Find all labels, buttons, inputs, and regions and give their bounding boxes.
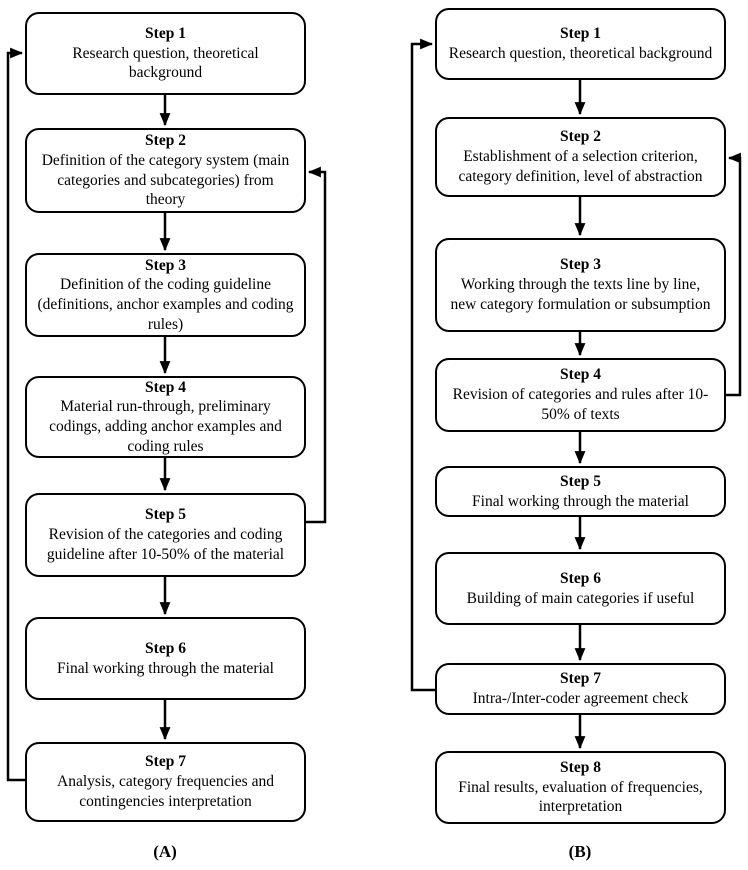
step-text: Revision of categories and rules after 10-50% of texts — [452, 386, 709, 423]
feedback-arrow-b7-b1 — [412, 44, 435, 690]
step-text: Material run-through, preliminary codings, adding anchor examples and coding rules — [49, 398, 282, 455]
step-box-a5 — [25, 493, 306, 577]
step-title: Step 3 — [145, 256, 186, 274]
step-box-a7 — [25, 742, 306, 822]
step-box-b1 — [435, 8, 726, 80]
step-title: Step 6 — [560, 569, 601, 587]
step-box-b4 — [435, 358, 726, 432]
step-text: Revision of the categories and coding guideline after 10-50% of the material — [46, 526, 285, 563]
step-title: Step 5 — [560, 472, 601, 490]
step-title: Step 8 — [560, 758, 601, 776]
step-title: Step 6 — [145, 639, 186, 657]
step-title: Step 7 — [145, 753, 186, 771]
step-title: Step 3 — [560, 256, 601, 274]
step-box-b8 — [435, 751, 726, 824]
step-title: Step 4 — [145, 378, 186, 396]
step-text: Definition of the coding guideline (definitions, anchor examples and coding rules) — [37, 276, 294, 333]
step-box-a2 — [25, 128, 306, 213]
step-text: Final results, evaluation of frequencies, interpretation — [458, 778, 703, 816]
step-box-a1 — [25, 12, 306, 95]
step-text: Research question, theoretical background — [72, 44, 259, 82]
step-text: Building of main categories if useful — [466, 589, 695, 607]
step-title: Step 2 — [145, 132, 186, 150]
step-text: Definition of the category system (main categories and subcategories) from theory — [41, 151, 290, 209]
figure-label-b: (B) — [568, 842, 592, 861]
feedback-arrow-a7-a1 — [8, 53, 25, 780]
step-box-a4 — [25, 376, 306, 458]
step-title: Step 5 — [145, 506, 186, 524]
step-title: Step 4 — [560, 366, 601, 384]
step-text: Analysis, category frequencies and contingencies interpretation — [57, 773, 274, 810]
step-title: Step 1 — [145, 24, 186, 42]
step-text: Establishment of a selection criterion, category definition, level of abstraction — [458, 148, 703, 185]
feedback-arrow-a5-a2 — [306, 172, 325, 522]
step-text: Intra-/Inter-coder agreement check — [472, 690, 689, 707]
step-box-b7 — [435, 663, 726, 715]
step-box-a6 — [25, 617, 306, 700]
step-title: Step 7 — [560, 670, 601, 688]
step-text: Final working through the material — [472, 492, 689, 510]
step-text: Final working through the material — [57, 659, 274, 677]
step-box-a3 — [25, 253, 306, 337]
step-box-b3 — [435, 238, 726, 332]
step-box-b5 — [435, 466, 726, 517]
step-text: Research question, theoretical background — [448, 45, 713, 62]
figure-label-a: (A) — [153, 842, 177, 861]
step-text: Working through the texts line by line, new category formulation or subsumption — [450, 276, 711, 313]
step-box-b6 — [435, 552, 726, 625]
step-title: Step 1 — [560, 25, 601, 43]
feedback-arrow-b4-b2 — [726, 158, 740, 395]
step-box-b2 — [435, 117, 726, 197]
step-title: Step 2 — [560, 128, 601, 146]
